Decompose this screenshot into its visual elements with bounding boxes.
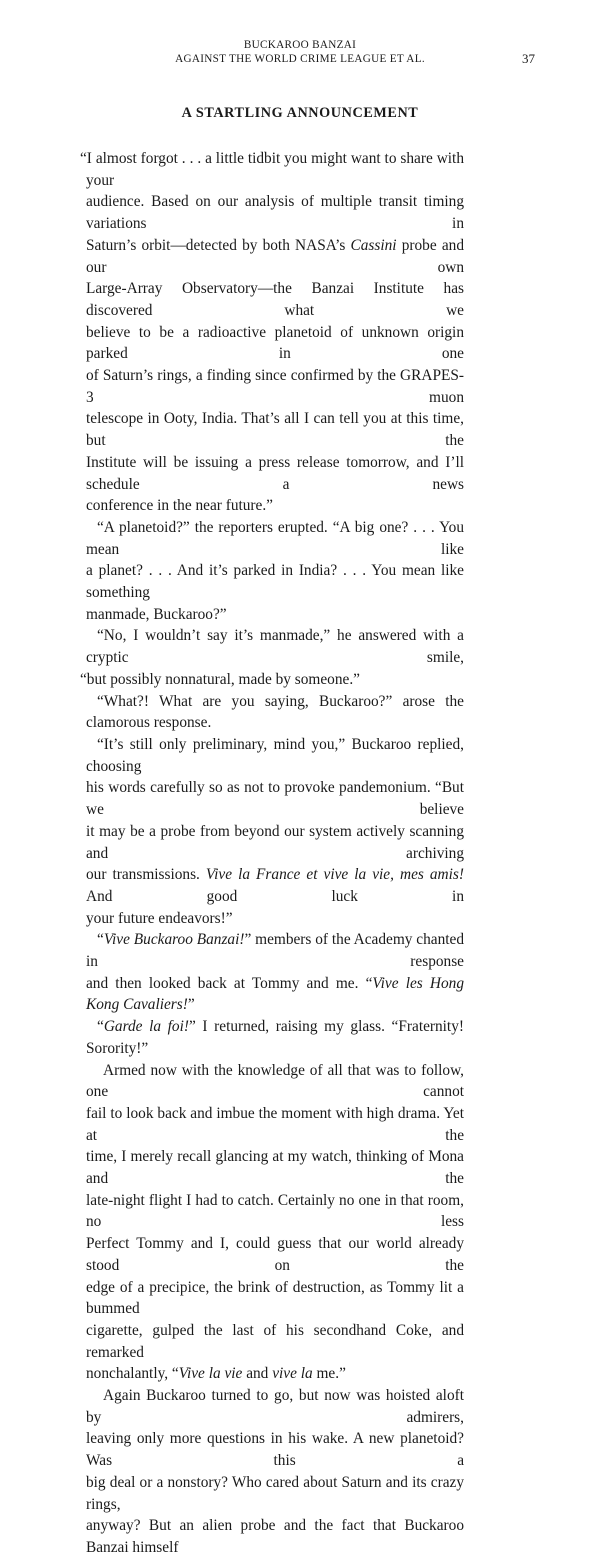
text-line: fail to look back and imbue the moment with high drama. Yet at the: [86, 1104, 464, 1144]
running-head-subtitle: AGAINST THE WORLD CRIME LEAGUE ET AL.: [175, 53, 425, 65]
text-line: it may be a probe from beyond our system actively scanning and archiving: [86, 822, 464, 862]
paragraph: [86, 734, 464, 929]
text-line: big deal or a nonstory? Who cared about Saturn and its crazy rings,: [86, 1473, 464, 1513]
text-line: our transmissions. Vive la France et vive la vie, mes amis! And good luck in: [86, 866, 464, 905]
page-number: 37: [522, 51, 535, 66]
text-line: Saturn’s orbit—detected by both NASA’s Cassini probe and our own: [86, 236, 464, 276]
text-line: Armed now with the knowledge of all that was to follow, one cannot: [86, 1061, 464, 1101]
paragraph: [86, 1385, 464, 1559]
paragraph: [86, 929, 464, 1016]
text-line: “Vive Buckaroo Banzai!” members of the Academy chanted in response: [86, 931, 464, 971]
text-line: “I almost forgot . . . a little tidbit you might want to share with your: [80, 150, 464, 189]
text-line: and then looked back at Tommy and me. “Vive les Hong Kong Cavaliers!”: [86, 974, 464, 1014]
paragraph: [86, 691, 464, 734]
text-line: your future endeavors!”: [86, 909, 233, 927]
text-line: “No, I wouldn’t say it’s manmade,” he answered with a cryptic smile,: [86, 627, 464, 667]
text-line: telescope in Ooty, India. That’s all I can tell you at this time, but the: [86, 410, 464, 450]
text-line: nonchalantly, “Vive la vie and vive la me.”: [86, 1365, 346, 1383]
text-line: a planet? . . . And it’s parked in India? . . . You mean like something: [86, 562, 464, 602]
running-head-title: BUCKAROO BANZAI: [243, 39, 357, 51]
text-line: Large-Array Observatory—the Banzai Institute has discovered what we: [86, 280, 464, 319]
body-text: [80, 148, 464, 1559]
text-line: his words carefully so as not to provoke pandemonium. “But we believe: [86, 779, 464, 819]
text-line: cigarette, gulped the last of his secondhand Coke, and remarked: [86, 1321, 464, 1361]
text-line: anyway? But an alien probe and the fact that Buckaroo Banzai himself: [86, 1517, 464, 1556]
text-line: conference in the near future.”: [86, 497, 273, 515]
text-line: of Saturn’s rings, a finding since confirmed by the GRAPES-3 muon: [86, 367, 464, 406]
text-line: time, I merely recall glancing at my watch, thinking of Mona and the: [86, 1148, 464, 1188]
text-line: “but possibly nonnatural, made by someone.”: [80, 670, 360, 688]
running-head: [0, 38, 600, 66]
text-line: Perfect Tommy and I, could guess that our world already stood on the: [86, 1235, 464, 1274]
paragraph: [86, 1060, 464, 1386]
text-line: “It’s still only preliminary, mind you,” Buckaroo replied, choosing: [86, 735, 464, 775]
paragraph: [80, 148, 464, 517]
text-line: late-night flight I had to catch. Certainly no one in that room, no less: [86, 1191, 464, 1231]
text-line: leaving only more questions in his wake. A new planetoid? Was this a: [86, 1430, 464, 1470]
paragraph: [86, 517, 464, 626]
text-line: “A planetoid?” the reporters erupted. “A big one? . . . You mean like: [86, 518, 464, 558]
text-line: “What?! What are you saying, Buckaroo?” arose the clamorous response.: [86, 692, 464, 732]
text-line: “Garde la foi!” I returned, raising my glass. “Fraternity! Sorority!”: [86, 1018, 464, 1057]
paragraph: [86, 1016, 464, 1059]
text-line: believe to be a radioactive planetoid of unknown origin parked in one: [86, 323, 464, 363]
chapter-title: A STARTLING ANNOUNCEMENT: [181, 105, 419, 121]
text-line: manmade, Buckaroo?”: [86, 605, 227, 623]
paragraph: [80, 625, 464, 690]
text-line: edge of a precipice, the brink of destruction, as Tommy lit a bummed: [86, 1278, 464, 1318]
text-line: Again Buckaroo turned to go, but now was hoisted aloft by admirers,: [86, 1387, 464, 1426]
text-line: Institute will be issuing a press release tomorrow, and I’ll schedule a news: [86, 453, 464, 493]
text-line: audience. Based on our analysis of multiple transit timing variations in: [86, 193, 464, 233]
